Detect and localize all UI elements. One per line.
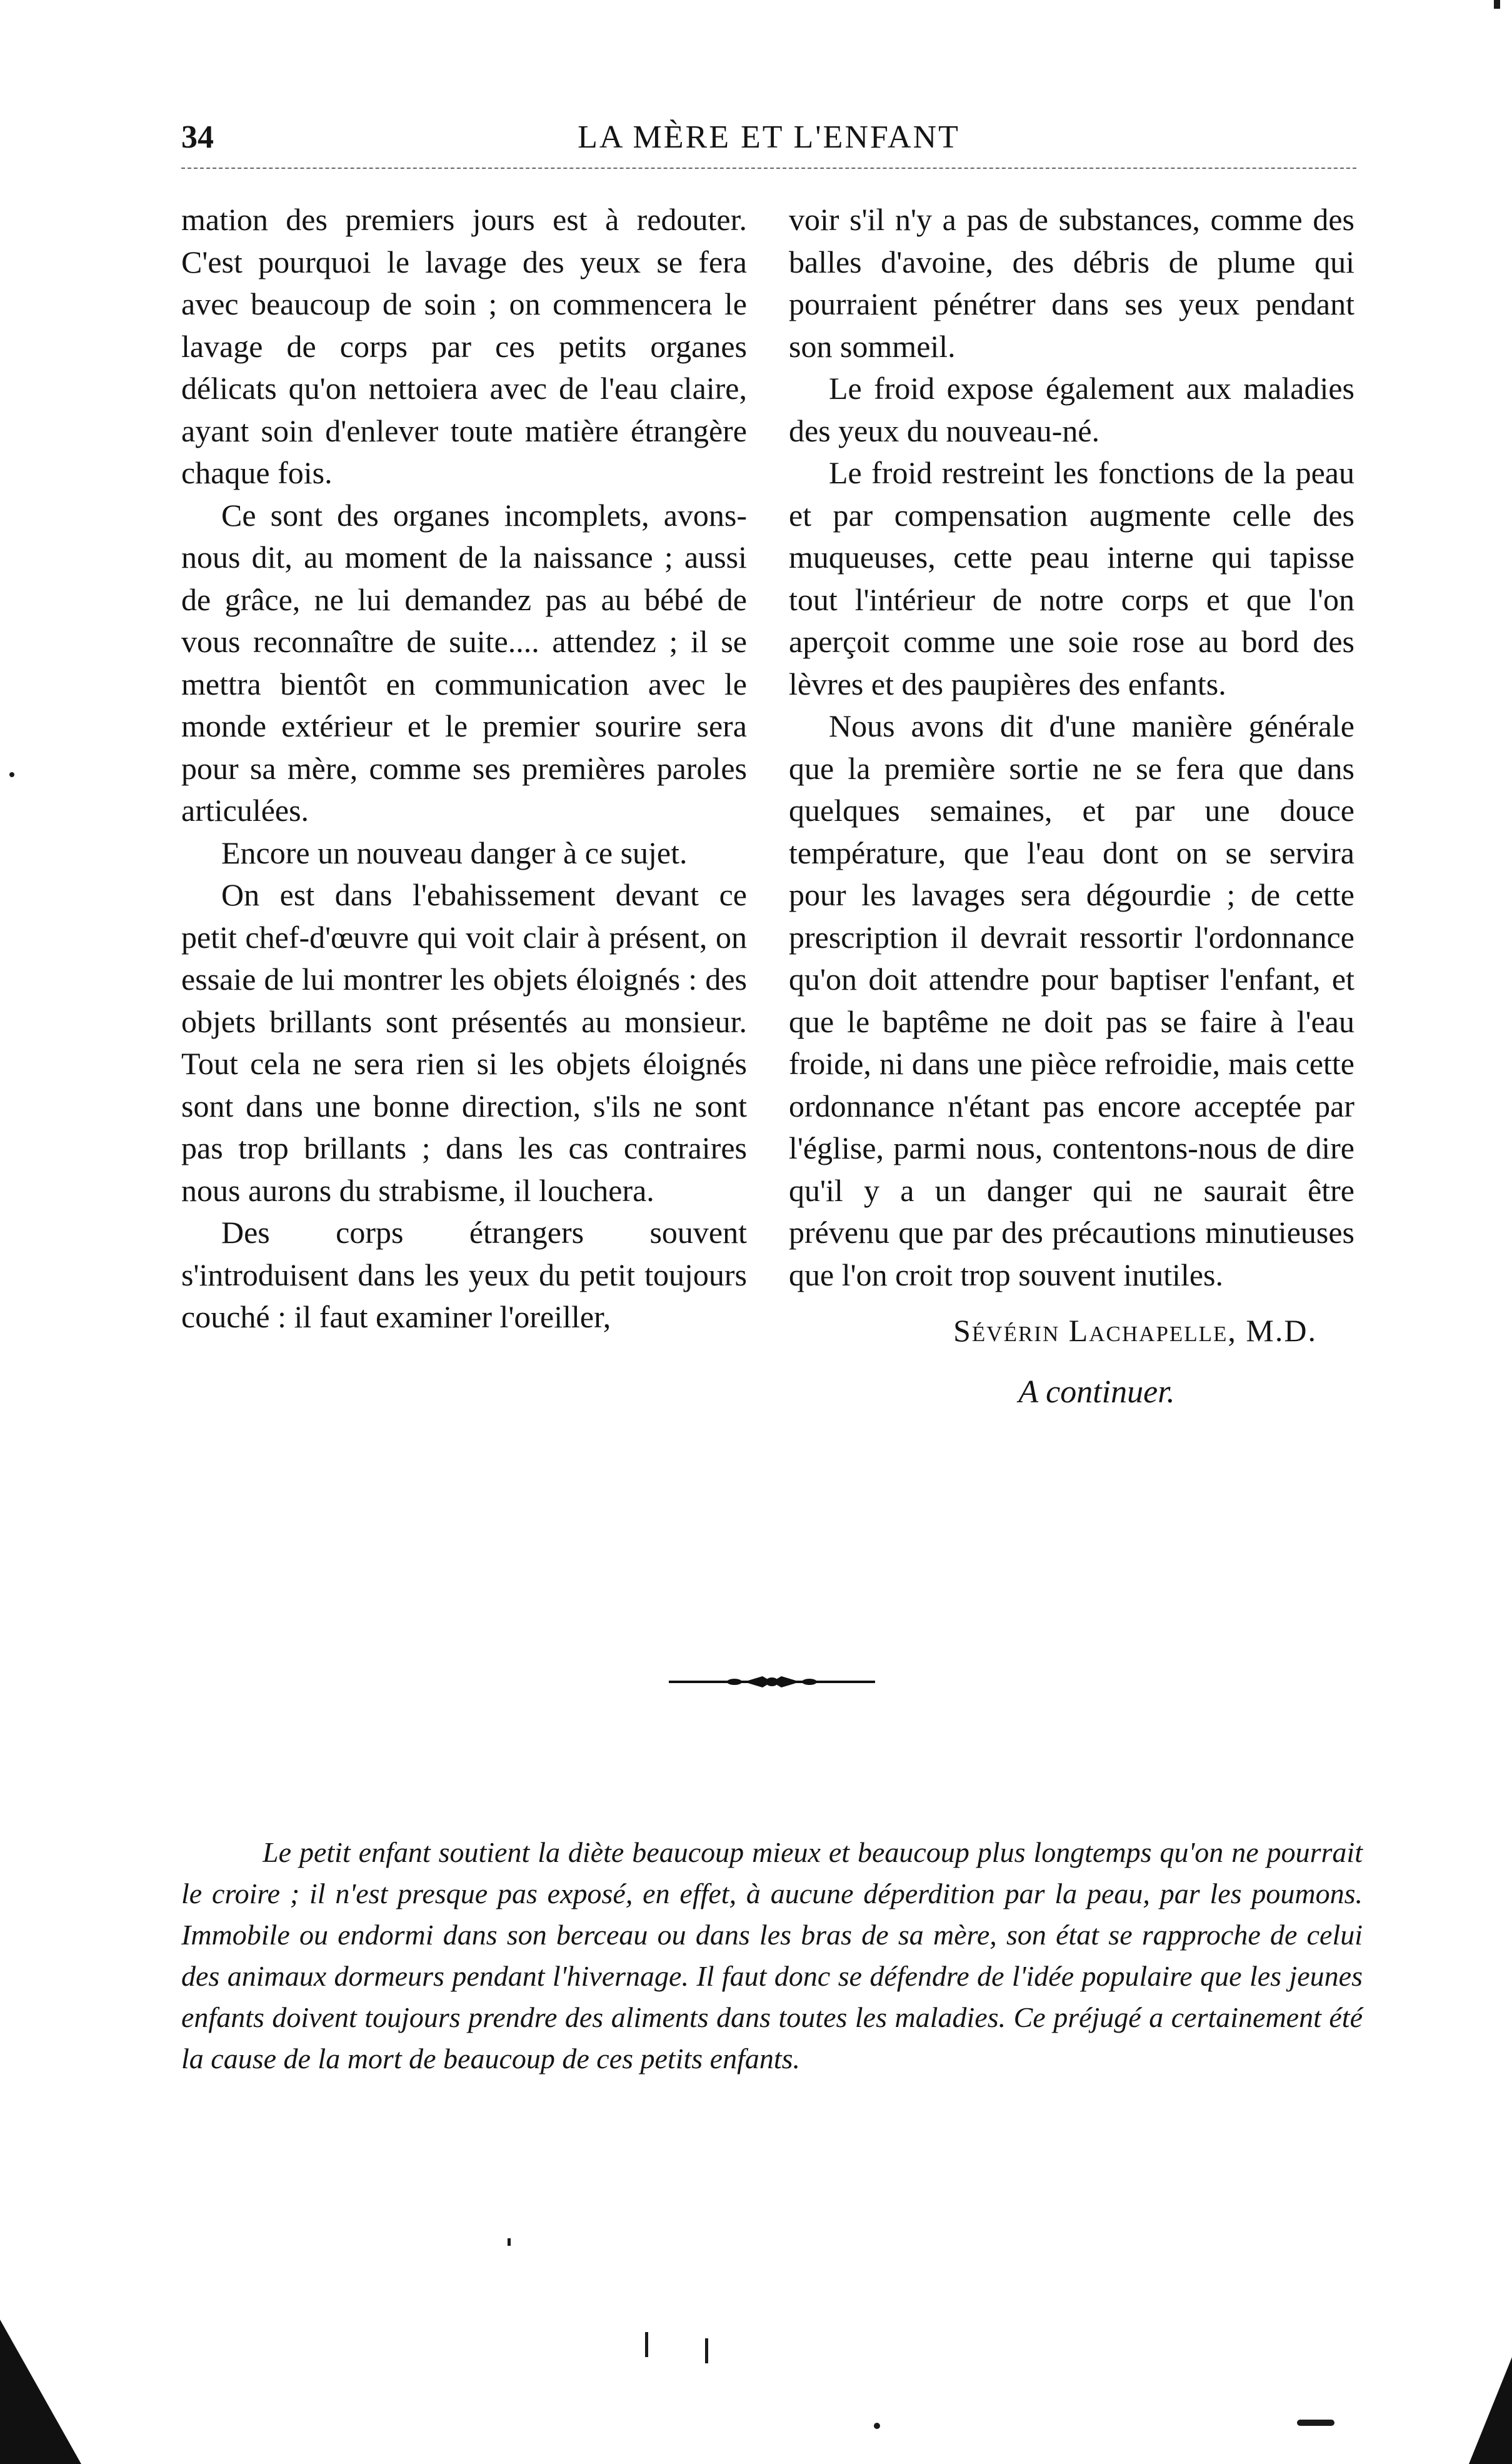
author-signature xyxy=(789,1310,1354,1352)
print-speck xyxy=(705,2338,708,2363)
header-rule xyxy=(181,168,1356,169)
page-header xyxy=(181,119,1356,169)
right-column xyxy=(789,199,1354,1413)
paragraph: Des corps étrangers souvent s'introduisent dans les yeux du petit toujours couché : il faut examiner l'oreiller, xyxy=(181,1215,747,1334)
paragraph: Le froid expose également aux maladies des yeux du nouveau-né. xyxy=(789,371,1354,448)
page-corner-shadow xyxy=(0,2320,88,2464)
paragraph: Ce sont des organes incomplets, avons-nous dit, au moment de la naissance ; aussi de grâce, ne lui demandez pas au bébé de vous reconnaître de suite.... attendez ; il se mettra bientôt en communication avec le monde extérieur et le premier sourire sera pour sa mère, comme ses premières paroles articulées. xyxy=(181,497,747,828)
continuation-note: A continuer. xyxy=(1018,1374,1175,1410)
footer-note-text: Le petit enfant soutient la diète beaucoup mieux et beaucoup plus longtemps qu'on ne pourrait le croire ; il n'est presque pas exposé, en effet, à aucune déperdition par la peau, par les poumons. Immobile ou endormi dans son berceau ou dans les bras de sa mère, son état se rapproche de celui des animaux dormeurs pendant l'hivernage. Il faut donc se défendre de l'idée populaire que les jeunes enfants doivent toujours prendre des aliments dans toutes les maladies. Ce préjugé a certainement été la cause de la mort de beaucoup de ces petits enfants. xyxy=(181,1836,1363,2074)
page-corner-shadow xyxy=(1456,2357,1512,2464)
ornament-divider xyxy=(669,1672,875,1691)
print-speck xyxy=(645,2332,648,2357)
running-title: LA MÈRE ET L'ENFANT xyxy=(578,119,960,155)
paragraph: On est dans l'ebahissement devant ce petit chef-d'œuvre qui voit clair à présent, on essaie de lui montrer les objets éloignés : des objets brillants sont présentés au monsieur. Tout cela ne sera rien si les objets éloignés sont dans une bonne direction, s'ils ne sont pas trop brillants ; dans les cas contraires nous aurons du strabisme, il louchera. xyxy=(181,877,747,1208)
print-speck xyxy=(1297,2420,1334,2426)
left-column xyxy=(181,199,747,1339)
print-speck xyxy=(1494,0,1500,9)
print-speck xyxy=(874,2423,880,2429)
footer-note xyxy=(181,1832,1363,2079)
author-name: Sévérin Lachapelle, M.D. xyxy=(953,1313,1317,1348)
paragraph: Nous avons dit d'une manière générale que la première sortie ne se fera que dans quelques semaines, et par une douce température, que l'eau dont on se servira pour les lavages sera dégourdie ; de cette prescription il devrait ressortir l'ordonnance qu'on doit attendre pour baptiser l'enfant, et que le baptême ne doit pas se faire à l'eau froide, ni dans une pièce refroidie, mais cette ordonnance n'étant pas encore acceptée par l'église, parmi nous, contentons-nous de dire qu'il y a un danger qui ne saurait être prévenu que par des précautions minutieuses que l'on croit trop souvent inutiles. xyxy=(789,708,1354,1292)
paragraph: mation des premiers jours est à redouter. C'est pourquoi le lavage des yeux se fera avec beaucoup de soin ; on commencera le lavage de corps par ces petits organes délicats qu'on nettoiera avec de l'eau claire, ayant soin d'enlever toute matière étrangère chaque fois. xyxy=(181,202,747,490)
print-speck xyxy=(9,772,14,777)
paragraph: Encore un nouveau danger à ce sujet. xyxy=(221,835,688,870)
page-number: 34 xyxy=(181,119,214,155)
paragraph: voir s'il n'y a pas de substances, comme des balles d'avoine, des débris de plume qui pourraient pénétrer dans ses yeux pendant son sommeil. xyxy=(789,202,1354,364)
print-speck xyxy=(508,2238,511,2246)
paragraph: Le froid restreint les fonctions de la peau et par compensation augmente celle des muqueuses, cette peau interne qui tapisse tout l'intérieur de notre corps et que l'on aperçoit comme une soie rose au bord des lèvres et des paupières des enfants. xyxy=(789,455,1354,701)
